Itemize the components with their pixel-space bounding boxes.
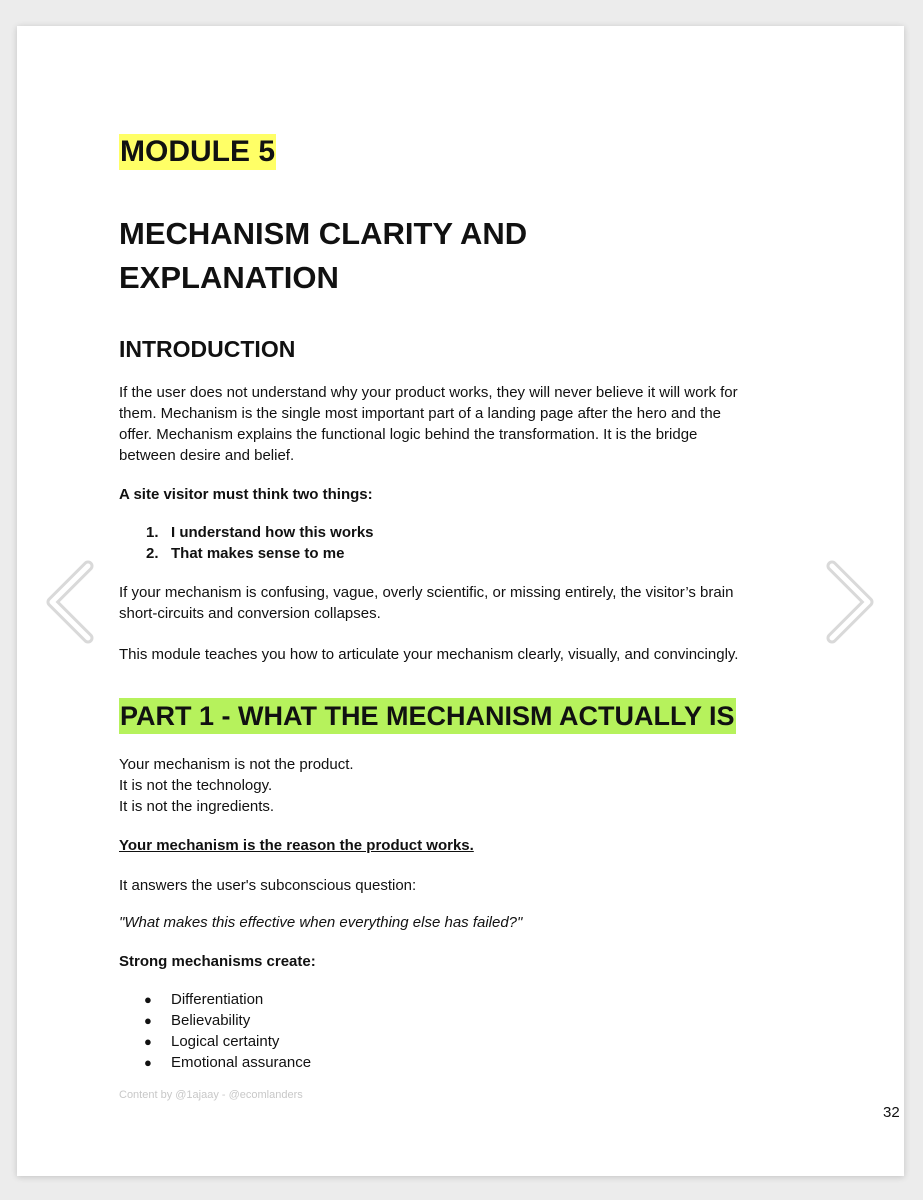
chevron-right-icon: [822, 560, 878, 644]
mechanism-reason: Your mechanism is the reason the product works.: [119, 837, 474, 854]
bullet-icon: ●: [144, 1055, 152, 1070]
bullet-icon: ●: [144, 992, 152, 1007]
confusing-paragraph: [119, 582, 789, 624]
list-item-text: Differentiation: [171, 991, 264, 1008]
not-product-line-3: It is not the ingredients.: [119, 798, 275, 815]
list-item: [119, 1010, 311, 1031]
page-title: [119, 212, 679, 300]
intro-line-3: offer. Mechanism explains the functional logic behind the transformation. It is the bridge: [119, 426, 698, 443]
intro-line-4: between desire and belief.: [119, 447, 295, 464]
bullet-list: [119, 989, 311, 1073]
list-item-number: 2.: [146, 545, 159, 562]
list-item-text: I understand how this works: [171, 524, 374, 541]
confusing-line-2: short-circuits and conversion collapses.: [119, 605, 381, 622]
next-page-button[interactable]: [822, 560, 878, 644]
part-1-heading: PART 1 - WHAT THE MECHANISM ACTUALLY IS: [119, 698, 736, 734]
confusing-line-1: If your mechanism is confusing, vague, overly scientific, or missing entirely, the visitor’s brain: [119, 584, 734, 601]
page-number: 32: [883, 1104, 900, 1121]
not-product-line-1: Your mechanism is not the product.: [119, 756, 354, 773]
footer-credit: Content by @1ajaay - @ecomlanders: [119, 1089, 303, 1101]
list-item: [119, 543, 374, 564]
module-label: MODULE 5: [120, 135, 276, 168]
quote: "What makes this effective when everything else has failed?": [119, 914, 523, 931]
list-item-text: Emotional assurance: [171, 1054, 312, 1071]
list-item: [119, 1052, 311, 1073]
list-item-text: Believability: [171, 1012, 251, 1029]
numbered-list: [119, 522, 374, 564]
bullet-icon: ●: [144, 1013, 152, 1028]
not-product-paragraph: [119, 754, 354, 817]
list-item: [119, 1031, 311, 1052]
module-teaches-paragraph: This module teaches you how to articulate your mechanism clearly, visually, and convincingly.: [119, 646, 739, 663]
visitor-must-think: A site visitor must think two things:: [119, 486, 373, 503]
list-item-text: Logical certainty: [171, 1033, 280, 1050]
intro-line-2: them. Mechanism is the single most important part of a landing page after the hero and the: [119, 405, 722, 422]
chevron-left-icon: [42, 560, 98, 644]
list-item-text: That makes sense to me: [171, 545, 345, 562]
strong-mechanisms-label: Strong mechanisms create:: [119, 953, 316, 970]
intro-line-1: If the user does not understand why your product works, they will never believe it will work for: [119, 384, 738, 401]
page-title-line-2: EXPLANATION: [119, 260, 339, 295]
bullet-icon: ●: [144, 1034, 152, 1049]
introduction-heading: INTRODUCTION: [119, 336, 296, 362]
intro-paragraph: [119, 382, 789, 466]
page-title-line-1: MECHANISM CLARITY AND: [119, 216, 528, 251]
previous-page-button[interactable]: [42, 560, 98, 644]
not-product-line-2: It is not the technology.: [119, 777, 273, 794]
answers-question: It answers the user's subconscious question:: [119, 877, 417, 894]
list-item: [119, 522, 374, 543]
list-item-number: 1.: [146, 524, 159, 541]
list-item: [119, 989, 311, 1010]
document-page: [17, 26, 904, 1176]
